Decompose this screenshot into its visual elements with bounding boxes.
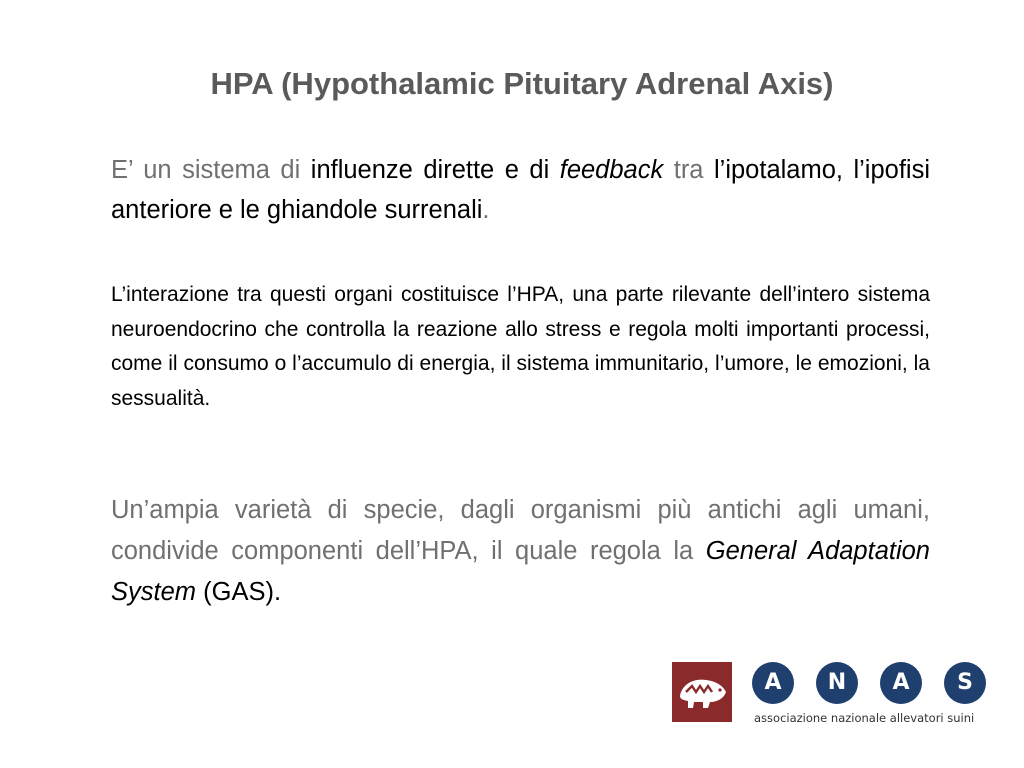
paragraph-species-part3: (GAS). xyxy=(196,578,282,606)
slide-title: HPA (Hypothalamic Pituitary Adrenal Axis) xyxy=(210,66,834,101)
anas-letter-s: S xyxy=(944,662,986,704)
paragraph-definition-part2: influenze dirette e di xyxy=(310,156,560,184)
paragraph-species-part1: Un’ampia varietà di specie, dagli organismi più antichi agli umani, condivide componenti dell’HPA, il quale regola la xyxy=(111,496,930,565)
paragraph-definition xyxy=(111,150,930,230)
anas-letter-n: N xyxy=(816,662,858,704)
paragraph-definition-feedback: feedback xyxy=(559,156,664,184)
paragraph-definition-part4: tra xyxy=(663,156,704,184)
paragraph-definition-part5: l’ipotalamo, l’ipofisi anteriore e le ghiandole surrenali xyxy=(111,156,930,224)
paragraph-definition-period: . xyxy=(482,196,490,224)
paragraph-definition-part1: E’ un sistema di xyxy=(111,156,311,184)
paragraph-interaction: L’interazione tra questi organi costituisce l’HPA, una parte rilevante dell’intero sistema neuroendocrino che controlla la reazione allo stress e regola molti importanti processi, come il consumo o l’accumulo di energia, il sistema immunitario, l’umore, le emozioni, la sessualità. xyxy=(111,283,930,410)
anas-letter-a1: A xyxy=(752,662,794,704)
anas-pig-logo-icon xyxy=(672,662,732,722)
anas-tagline: associazione nazionale allevatori suini xyxy=(754,711,975,725)
paragraph-species xyxy=(111,490,930,613)
anas-letter-logo xyxy=(752,662,988,704)
anas-letter-a2: A xyxy=(880,662,922,704)
paragraph-species-gas-italic: General Adaptation System xyxy=(111,537,930,606)
